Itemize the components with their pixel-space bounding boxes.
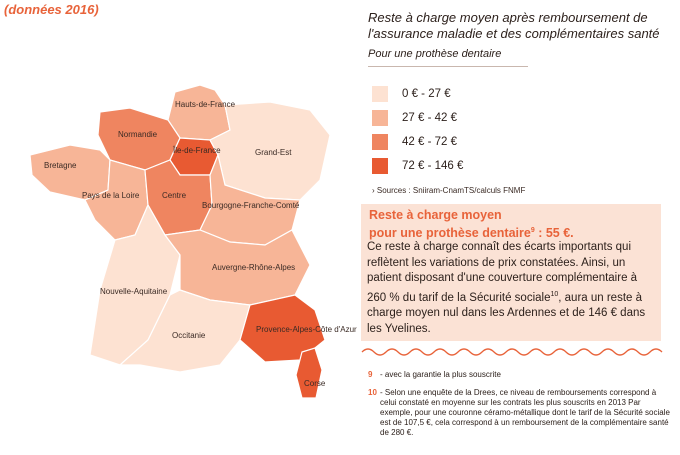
chart-subtitle: Pour une prothèse dentaire bbox=[368, 48, 502, 60]
footnote-number: 10 bbox=[368, 388, 377, 397]
label-grand-est: Grand-Est bbox=[255, 148, 292, 157]
label-auvergne-rhone-alpes: Auvergne-Rhône-Alpes bbox=[212, 263, 296, 272]
footnote-number: 9 bbox=[368, 370, 373, 379]
highlight-box bbox=[361, 204, 661, 341]
footnote-text: - Selon une enquête de la Drees, ce niveau de remboursements correspond à celui constaté en moyenne sur les contrats les plus souscrits en 2013 Par exemple, pour une couronne céramo-métallique dont le tarif de la Sécurité sociale est de 107,5 €, cela correspond à un remboursement de la complémentaire santé de 280 €. bbox=[380, 388, 670, 437]
label-centre: Centre bbox=[162, 191, 187, 200]
data-year-tag: (données 2016) bbox=[4, 2, 99, 17]
footnote-ref-9: 9 bbox=[530, 227, 535, 234]
label-occitanie: Occitanie bbox=[172, 331, 206, 340]
label-bourgogne-franche-comte: Bourgogne-Franche-Comté bbox=[202, 201, 300, 210]
legend-item bbox=[372, 82, 463, 106]
legend-swatch bbox=[372, 134, 388, 150]
legend-swatch bbox=[372, 86, 388, 102]
highlight-body-part2: , aura un reste à charge moyen nul dans les Ardennes et de 146 € dans les Yvelines. bbox=[367, 291, 646, 335]
label-bretagne: Bretagne bbox=[44, 161, 77, 170]
legend-label: 0 € - 27 € bbox=[402, 88, 451, 100]
label-hauts-de-france: Hauts-de-France bbox=[175, 100, 236, 109]
legend-swatch bbox=[372, 110, 388, 126]
label-normandie: Normandie bbox=[118, 130, 158, 139]
label-ile-de-france: Île-de-France bbox=[173, 146, 221, 155]
footnote-9 bbox=[368, 370, 501, 380]
legend-item bbox=[372, 154, 463, 178]
footnote-ref-10: 10 bbox=[550, 290, 559, 298]
highlight-body bbox=[367, 240, 659, 337]
wave-divider bbox=[362, 346, 662, 358]
sources-note: › Sources : Sniiram-CnamTS/calculs FNMF bbox=[372, 186, 526, 195]
legend-item bbox=[372, 106, 463, 130]
highlight-heading-line1: Reste à charge moyen bbox=[369, 208, 502, 222]
footnote-text: - avec la garantie la plus souscrite bbox=[380, 370, 501, 379]
label-paca: Provence-Alpes-Côte d'Azur bbox=[256, 325, 357, 334]
map-legend bbox=[372, 82, 463, 178]
highlight-value: : 55 €. bbox=[534, 226, 574, 241]
label-corse: Corse bbox=[304, 379, 326, 388]
france-choropleth-map bbox=[30, 80, 357, 400]
legend-item bbox=[372, 130, 463, 154]
label-pays-de-la-loire: Pays de la Loire bbox=[82, 191, 140, 200]
legend-swatch bbox=[372, 158, 388, 174]
highlight-heading-line2: pour une prothèse dentaire bbox=[369, 226, 531, 241]
region-ile-de-france bbox=[170, 138, 218, 175]
region-hauts-de-france bbox=[168, 85, 230, 140]
footnote-10 bbox=[368, 388, 670, 437]
legend-label: 27 € - 42 € bbox=[402, 112, 457, 124]
highlight-heading bbox=[369, 208, 574, 241]
highlight-body-part1: Ce reste à charge connaît des écarts importants qui reflètent les variations de prix constatées. Ainsi, un patient disposant d'une couverture complémentaire à 260 % du tarif de la Sécurité sociale bbox=[367, 241, 638, 304]
subtitle-divider bbox=[368, 66, 528, 67]
label-nouvelle-aquitaine: Nouvelle-Aquitaine bbox=[100, 287, 168, 296]
legend-label: 42 € - 72 € bbox=[402, 136, 457, 148]
legend-label: 72 € - 146 € bbox=[402, 160, 464, 172]
chart-title: Reste à charge moyen après remboursement de l'assurance maladie et des complémentaires santé bbox=[368, 10, 660, 41]
